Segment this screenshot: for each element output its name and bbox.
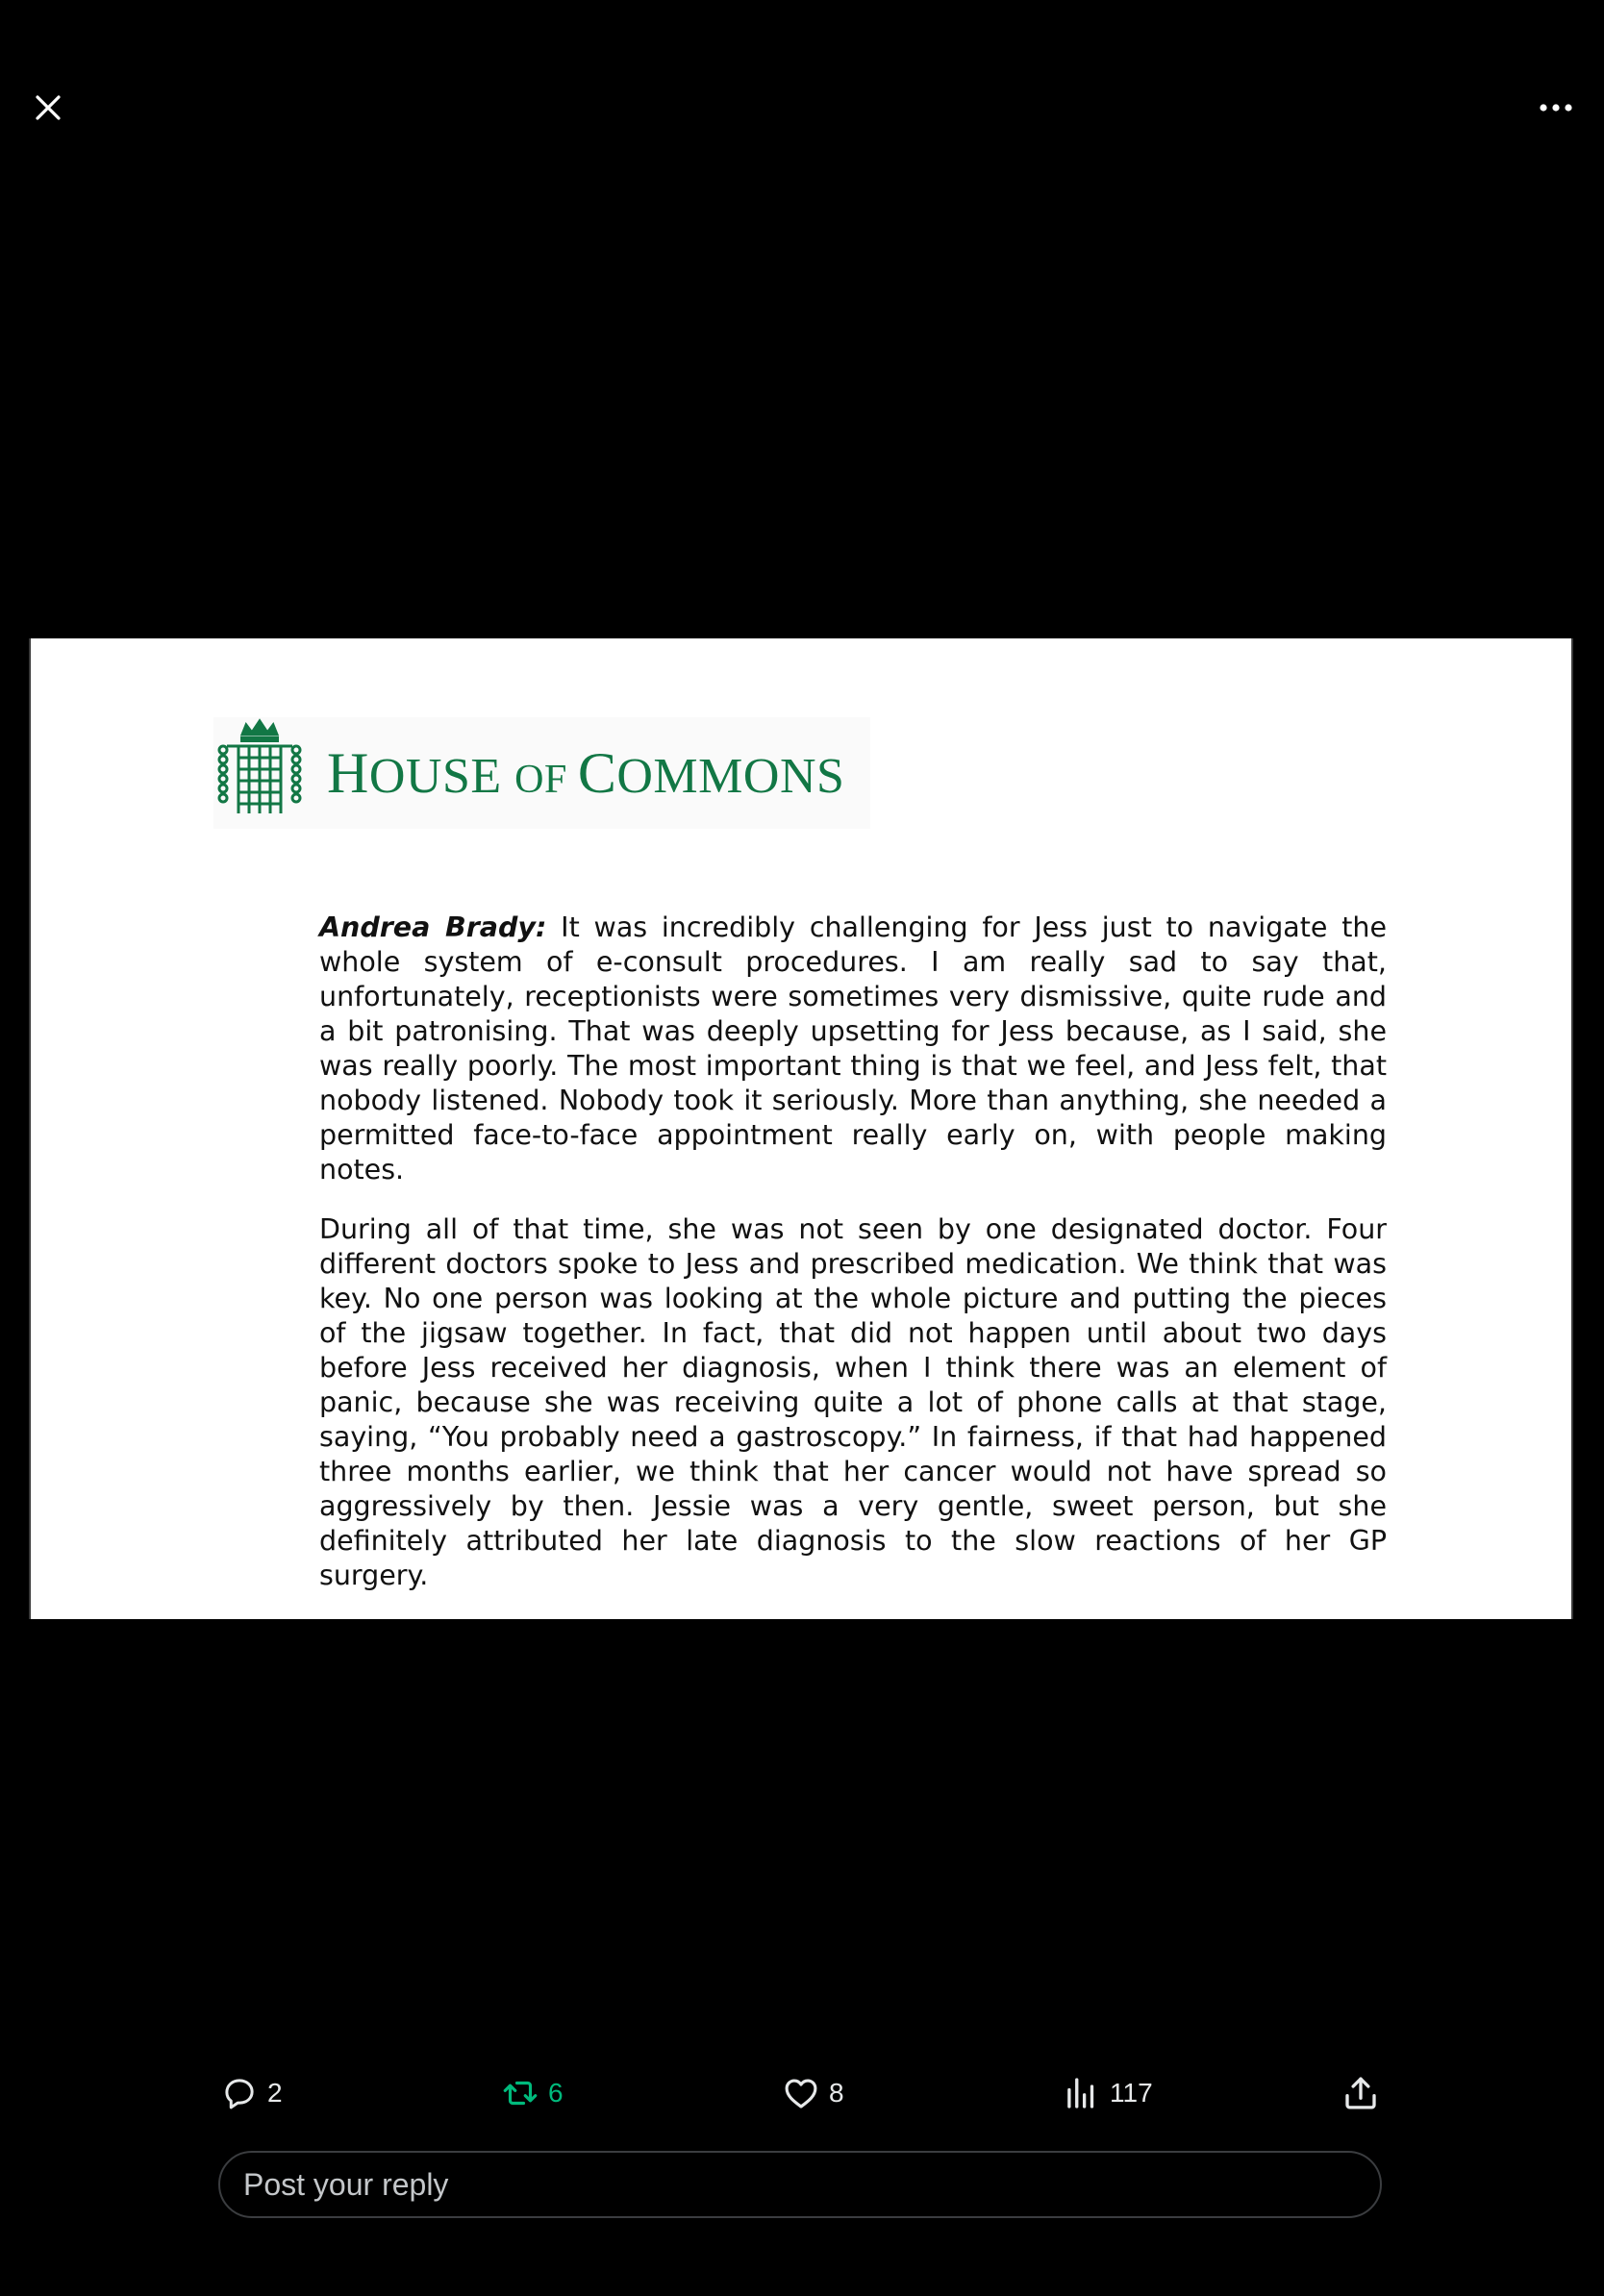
like-count: 8 <box>829 2078 844 2108</box>
paragraph <box>319 1212 1387 1593</box>
repost-button[interactable] <box>500 2067 564 2119</box>
media-image[interactable] <box>31 638 1571 1619</box>
share-icon <box>1341 2073 1381 2113</box>
house-of-commons-header <box>213 717 870 829</box>
close-icon <box>34 93 63 122</box>
speaker-name: Andrea Brady: <box>319 911 547 943</box>
house-of-commons-title: HOUSE OF COMMONS <box>327 740 845 805</box>
reply-input[interactable] <box>218 2151 1382 2218</box>
reply-icon <box>219 2073 260 2113</box>
portcullis-logo-icon <box>213 717 306 829</box>
reply-button[interactable] <box>219 2067 283 2119</box>
more-options-button[interactable] <box>1525 77 1587 138</box>
paragraph-text: It was incredibly challenging for Jess just to navigate the whole system of e-consult procedures. I am really sad to say that, unfortunately, receptionists were sometimes very dismissive, quite rude and a bit patronising. That was deeply upsetting for Jess because, as I said, she was really poorly. The most important thing is that we feel, and Jess felt, that nobody listened. Nobody took it seriously. More than anything, she needed a permitted face-to-face appointment really early on, with people making notes. <box>319 911 1388 1185</box>
paragraph <box>319 911 1387 1187</box>
reply-count: 2 <box>267 2078 283 2108</box>
media-edge <box>1571 638 1573 1619</box>
share-button[interactable] <box>1341 2067 1389 2119</box>
like-button[interactable] <box>781 2067 844 2119</box>
heart-icon <box>781 2073 821 2113</box>
document-text <box>319 911 1387 1618</box>
media-edge <box>29 638 31 1619</box>
repost-icon <box>500 2073 540 2113</box>
paragraph-text: During all of that time, she was not seen by one designated doctor. Four different doctors spoke to Jess and prescribed medication. We think that was key. No one person was looking at the whole picture and putting the pieces of the jigsaw together. In fact, that did not happen until about two days before Jess received her diagnosis, when I think there was an element of panic, because she was receiving quite a lot of phone calls at that stage, saying, “You probably need a gastroscopy.” In fairness, if that had happened three months earlier, we think that her cancer would not have spread so aggressively by then. Jessie was a very gentle, sweet person, but she definitely attributed her late diagnosis to the slow reactions of her GP surgery. <box>319 1213 1387 1591</box>
analytics-icon <box>1062 2073 1102 2113</box>
views-button[interactable] <box>1062 2067 1153 2119</box>
close-button[interactable] <box>17 77 79 138</box>
more-horizontal-icon <box>1539 103 1573 112</box>
views-count: 117 <box>1110 2078 1153 2108</box>
repost-count: 6 <box>548 2078 564 2108</box>
tweet-action-bar <box>219 2067 1385 2119</box>
reply-placeholder: Post your reply <box>243 2166 449 2202</box>
